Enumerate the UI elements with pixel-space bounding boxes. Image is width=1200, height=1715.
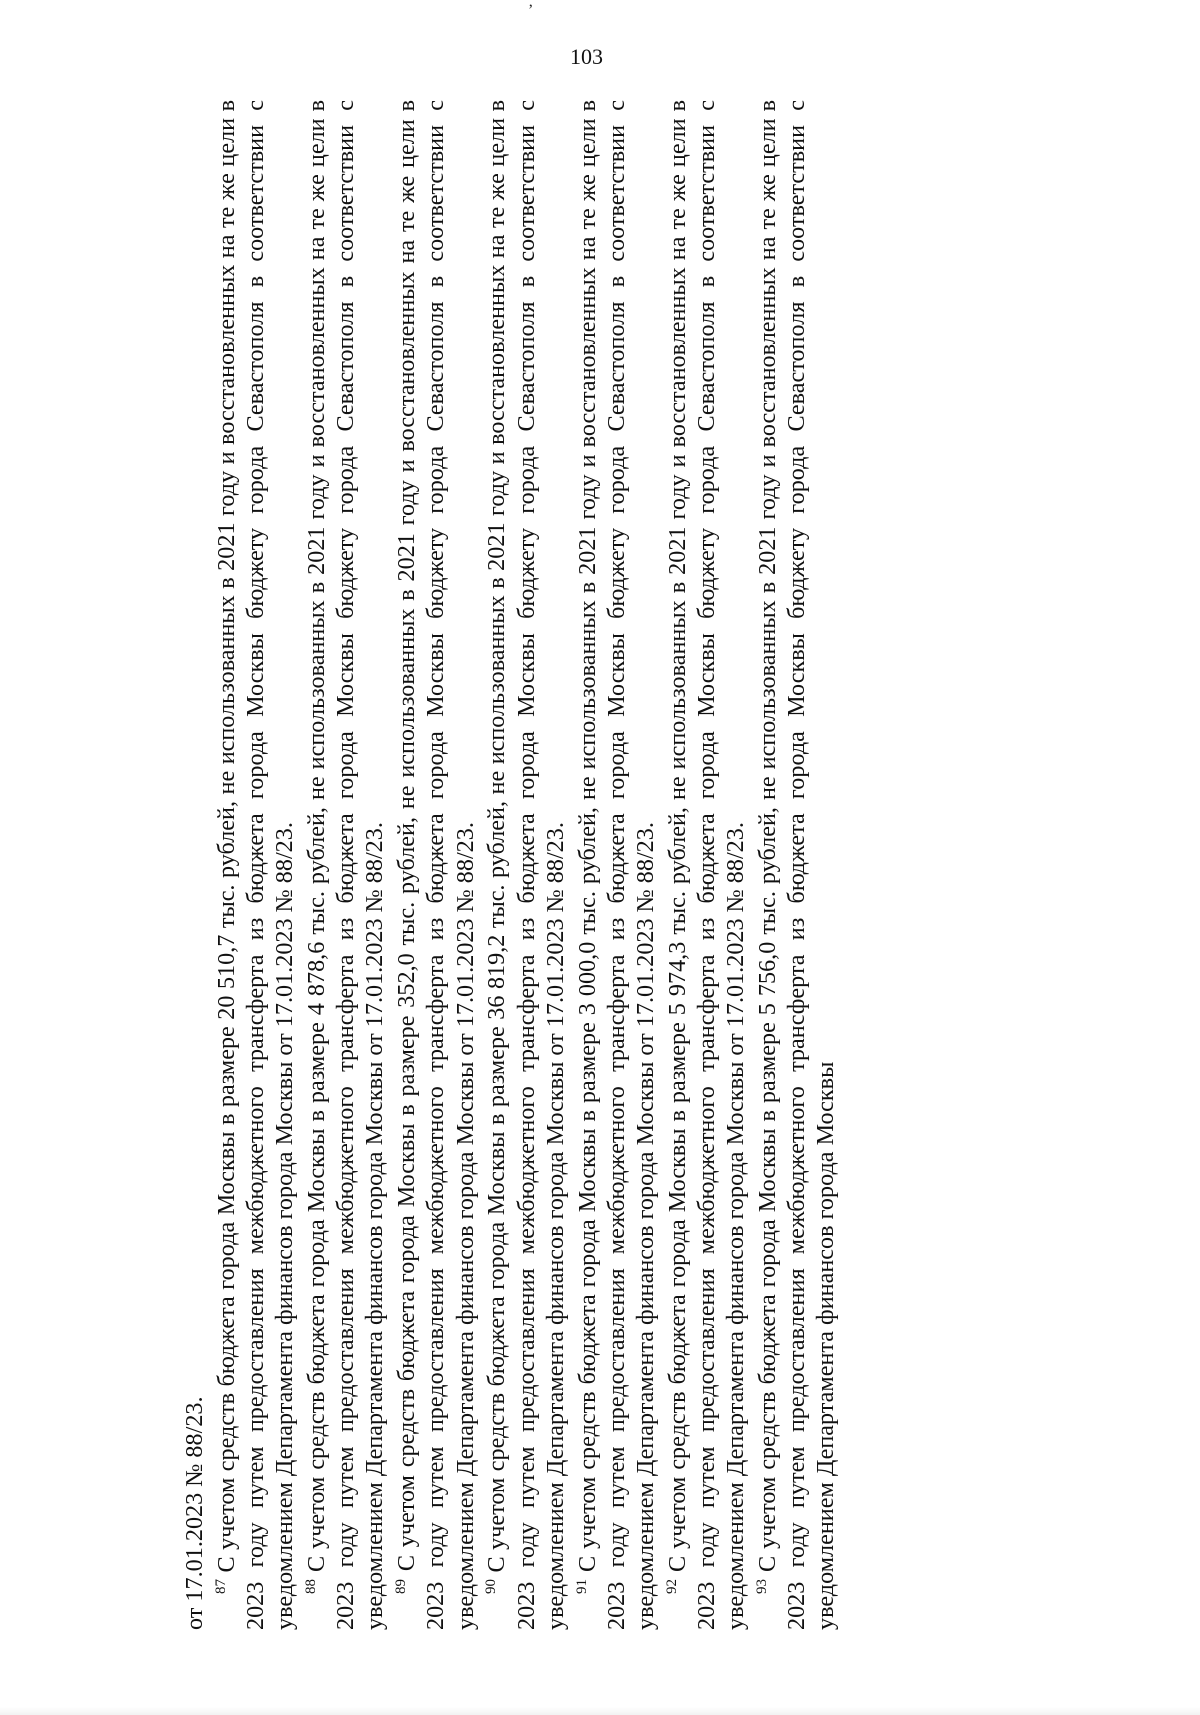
footnotes-block [180, 100, 1100, 1630]
footnote-87 [212, 100, 300, 1630]
footnote-number: 91 [573, 1579, 590, 1594]
footnote-text: С учетом средств бюджета города Москвы в размере 4 878,6 тыс. рублей, не использованных в 2021 году и восстановленных на те же цели в 2023 году путем предоставления межбюджетного трансферта из бюджета города Москвы бюджету города Севастополя в соответствии с уведомлением Департамента финансов города Москвы от 17.01.2023 № 88/23. [303, 100, 389, 1630]
footnote-number: 89 [393, 1579, 410, 1594]
footnote-text: С учетом средств бюджета города Москвы в размере 5 756,0 тыс. рублей, не использованных в 2021 году и восстановленных на те же цели в 2023 году путем предоставления межбюджетного трансферта из бюджета города Москвы бюджету города Севастополя в соответствии с уведомлением Департамента финансов города Москвы [754, 100, 840, 1630]
footnote-number: 92 [663, 1579, 680, 1594]
footnote-90 [482, 100, 570, 1630]
footnote-number: 90 [483, 1579, 500, 1594]
footnote-text: С учетом средств бюджета города Москвы в размере 20 510,7 тыс. рублей, не использованных в 2021 году и восстановленных на те же цели в 2023 году путем предоставления межбюджетного трансферта из бюджета города Москвы бюджету города Севастополя в соответствии с уведомлением Департамента финансов города Москвы от 17.01.2023 № 88/23. [212, 100, 299, 1630]
footnote-number: 88 [302, 1579, 319, 1594]
footnote-89 [392, 100, 480, 1630]
footnote-91 [573, 100, 661, 1630]
footnote-93 [753, 100, 841, 1630]
footnote-text: С учетом средств бюджета города Москвы в размере 3 000,0 тыс. рублей, не использованных в 2021 году и восстановленных на те же цели в 2023 году путем предоставления межбюджетного трансферта из бюджета города Москвы бюджету города Севастополя в соответствии с уведомлением Департамента финансов города Москвы от 17.01.2023 № 88/23. [573, 100, 660, 1630]
page-edge [0, 1707, 1200, 1715]
footnote-number: 93 [753, 1579, 770, 1594]
footnote-92 [663, 100, 751, 1630]
footnote-text: С учетом средств бюджета города Москвы в размере 5 974,3 тыс. рублей, не использованных в 2021 году и восстановленных на те же цели в 2023 году путем предоставления межбюджетного трансферта из бюджета города Москвы бюджету города Севастополя в соответствии с уведомлением Департамента финансов города Москвы от 17.01.2023 № 88/23. [663, 100, 750, 1630]
footnote-text: С учетом средств бюджета города Москвы в размере 352,0 тыс. рублей, не использованных в 2021 году и восстановленных на те же цели в 2023 году путем предоставления межбюджетного трансферта из бюджета города Москвы бюджету города Севастополя в соответствии с уведомлением Департамента финансов города Москвы от 17.01.2023 № 88/23. [393, 99, 479, 1630]
footnote-text: С учетом средств бюджета города Москвы в размере 36 819,2 тыс. рублей, не использованных в 2021 году и восстановленных на те же цели в 2023 году путем предоставления межбюджетного трансферта из бюджета города Москвы бюджету города Севастополя в соответствии с уведомлением Департамента финансов города Москвы от 17.01.2023 № 88/23. [483, 100, 569, 1630]
footnote-88 [302, 100, 390, 1630]
page-number: 103 [570, 44, 603, 69]
footnote-continuation: от 17.01.2023 № 88/23. [181, 1396, 208, 1630]
footnote-number: 87 [212, 1579, 229, 1594]
scan-mark: ’ [528, 2, 534, 19]
